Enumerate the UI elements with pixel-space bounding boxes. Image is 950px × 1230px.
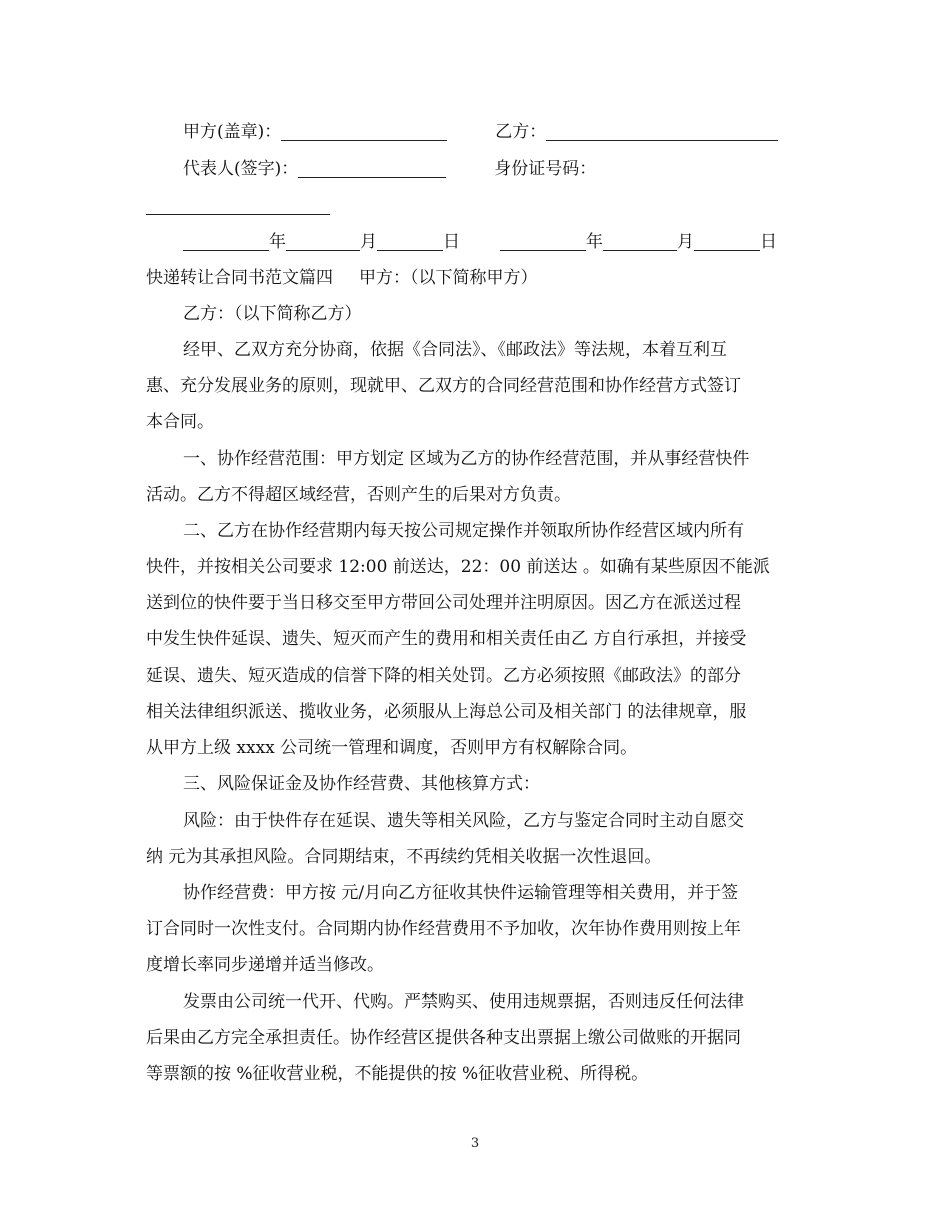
paragraph-line: 本合同。: [146, 412, 214, 432]
paragraph-line: 风险：由于快件存在延误、遗失等相关风险，乙方与鉴定合同时主动自愿交: [183, 811, 744, 831]
month-label-b: 月: [677, 232, 694, 252]
paragraph-line: 二、乙方在协作经营期内每天按公司规定操作并领取所协作经营区域内所有: [183, 521, 744, 541]
date-row: [183, 230, 843, 254]
signature-row-1: [183, 120, 843, 144]
day-blank-a: [377, 234, 443, 251]
party-a-intro: 甲方：（以下简称甲方）: [359, 268, 538, 288]
month-blank-a: [286, 234, 360, 251]
paragraph-line: 协作经营费：甲方按 元/月向乙方征收其快件运输管理等相关费用，并于签: [183, 883, 739, 903]
party-b-intro: 乙方：（以下简称乙方）: [183, 304, 362, 324]
rep-sign-blank: [298, 161, 446, 178]
paragraph-line: 惠、充分发展业务的原则，现就甲、乙双方的合同经营范围和协作经营方式签订: [146, 376, 741, 396]
paragraph-line: 纳 元为其承担风险。合同期结束，不再续约凭相关收据一次性退回。: [146, 847, 662, 867]
paragraph-line: 订合同时一次性支付。合同期内协作经营费用不予加收，次年协作费用则按上年: [146, 919, 741, 939]
section-title: 快递转让合同书范文篇四: [146, 268, 333, 288]
year-label-b: 年: [586, 232, 603, 252]
paragraph-line: 延误、遗失、短灭造成的信誉下降的相关处罚。乙方必须按照《邮政法》的部分: [146, 666, 741, 686]
party-b-label: 乙方：: [495, 122, 547, 142]
paragraph-line: 从甲方上级 xxxx 公司统一管理和调度，否则甲方有权解除合同。: [146, 738, 638, 758]
year-blank-b: [500, 234, 586, 251]
paragraph-line: 三、风险保证金及协作经营费、其他核算方式：: [183, 774, 540, 794]
year-blank-a: [183, 234, 269, 251]
day-blank-b: [694, 234, 760, 251]
party-a-seal-blank: [281, 124, 447, 141]
rep-sign-label: 代表人(签字)：: [183, 159, 299, 179]
page-number: 3: [470, 1136, 480, 1151]
year-label-a: 年: [269, 232, 286, 252]
paragraph-line: 相关法律组织派送、揽收业务，必须服从上海总公司及相关部门 的法律规章，服: [146, 702, 747, 722]
paragraph-line: 快件，并按相关公司要求 12:00 前送达，22：00 前送达 。如确有某些原因不能派: [146, 557, 770, 577]
paragraph-line: 活动。乙方不得超区域经营，否则产生的后果对方负责。: [146, 485, 571, 505]
id-number-label: 身份证号码：: [494, 159, 597, 179]
paragraph-line: 中发生快件延误、遗失、短灭而产生的费用和相关责任由乙 方自行承担，并接受: [146, 629, 747, 649]
paragraph-line: 发票由公司统一代开、代购。严禁购买、使用违规票据，否则违反任何法律: [183, 992, 744, 1012]
party-b-blank: [546, 124, 778, 141]
party-b-intro-row: [183, 302, 843, 326]
party-a-seal-label: 甲方(盖章)：: [183, 122, 282, 142]
month-blank-b: [603, 234, 677, 251]
section-title-row: [146, 266, 806, 290]
paragraph-line: 等票额的按 %征收营业税，不能提供的按 %征收营业税、所得税。: [146, 1064, 649, 1084]
day-label-a: 日: [443, 232, 460, 252]
paragraph-line: 送到位的快件要于当日移交至甲方带回公司处理并注明原因。因乙方在派送过程: [146, 593, 741, 613]
day-label-b: 日: [760, 232, 777, 252]
paragraph-line: 后果由乙方完全承担责任。协作经营区提供各种支出票据上缴公司做账的开据同: [146, 1028, 741, 1048]
month-label-a: 月: [360, 232, 377, 252]
paragraph-line: 经甲、乙双方充分协商，依据《合同法》、《邮政法》等法规，本着互利互: [183, 340, 727, 360]
paragraph-line: 度增长率同步递增并适当修改。: [146, 955, 384, 975]
id-number-blank-row: [146, 194, 806, 218]
id-number-blank: [146, 198, 330, 215]
signature-row-2: [183, 157, 843, 181]
paragraph-line: 一、协作经营范围：甲方划定 区域为乙方的协作经营范围，并从事经营快件: [183, 449, 750, 469]
